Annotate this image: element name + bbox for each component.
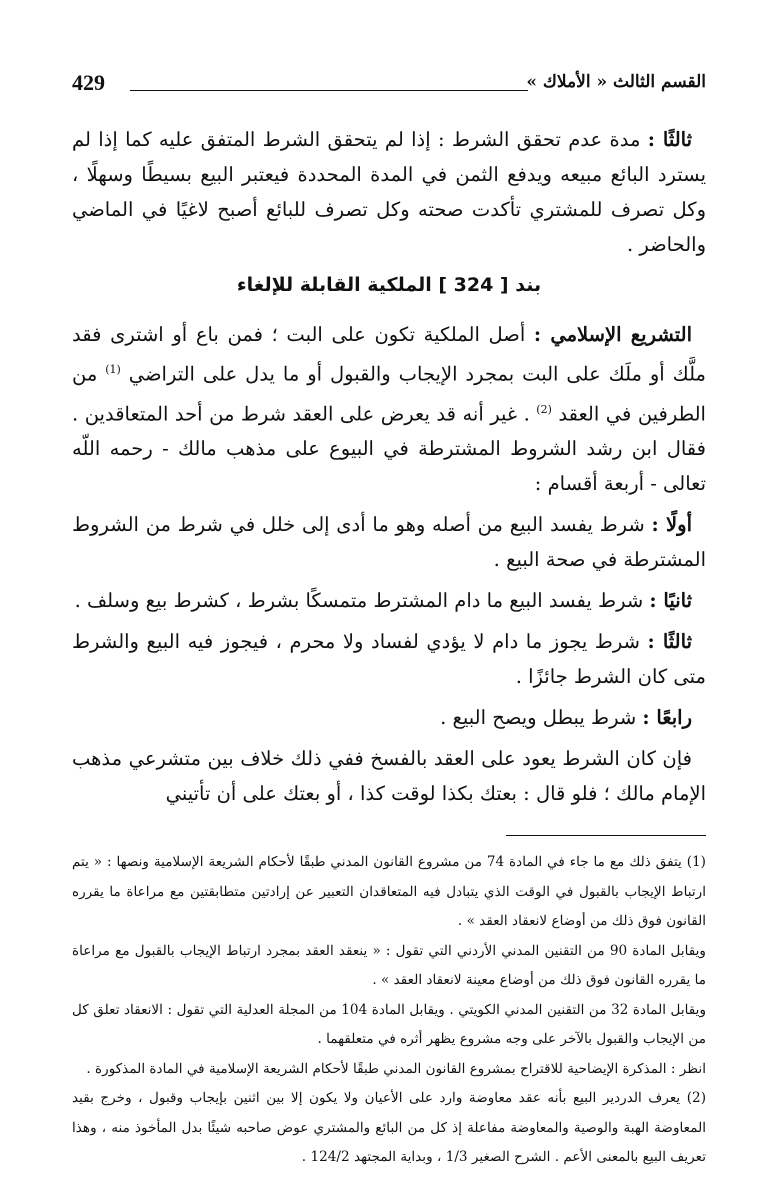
footnote-ref-1: (1) — [105, 363, 121, 376]
running-header — [72, 70, 706, 110]
book-page — [72, 70, 706, 1173]
footnote-1: (1) يتفق ذلك مع ما جاء في المادة 74 من مشروع القانون المدني طبقًا لأحكام الشريعة الإسلامية ونصها : « يتم ارتباط الإيجاب بالقبول في الوقت الذي يتبادل فيه المتعاقدان التعبير عن إرادتين متطابقتين مع مراعاة ما يقرره القانون فوق ذلك من أوضاع لانعقاد العقد » . — [72, 854, 706, 929]
header-title: القسم الثالث « الأملاك » — [526, 72, 706, 92]
footnote-1-see-also: انظر : المذكرة الإيضاحية للاقتراح بمشروع القانون المدني طبقًا لأحكام الشريعة الإسلامية في المادة المذكورة . — [86, 1060, 706, 1077]
page-number: 429 — [72, 70, 105, 95]
paragraph-1 — [72, 122, 706, 262]
paragraph-4-text: شرط يفسد البيع ما دام المشترط متمسكًا بشرط ، كشرط بيع وسلف . — [74, 589, 644, 612]
paragraph-2-text-b: من الطرفين في العقد — [72, 362, 706, 425]
paragraph-7-text: فإن كان الشرط يعود على العقد بالفسخ ففي ذلك خلاف بين متشرعي مذهب الإمام مالك ؛ فلو قال : بعتك بكذا لوقت كذا ، أو بعتك على أن تأتيني — [72, 747, 706, 805]
paragraph-2-text-c: . غير أنه قد يعرض على العقد شرط من أحد المتعاقدين . فقال ابن رشد الشروط المشترطة في البيوع على مذهب مالك - رحمه اللّه تعالى - أربعة أقسام : — [72, 402, 706, 495]
paragraph-6 — [72, 700, 706, 735]
paragraph-4-lead: ثانيًا : — [649, 589, 692, 612]
footnote-1-kuwait: ويقابل المادة 32 من التقنين المدني الكويتي . ويقابل المادة 104 من المجلة العدلية التي تقول : الانعقاد تعلق كل من الإيجاب والقبول بالآخر على وجه مشروع يظهر أثره في متعلقهما . — [72, 1001, 707, 1047]
paragraph-2-text-a: أصل الملكية تكون على البت ؛ فمن باع أو اشترى فقد ملَّك أو ملَك على البت بمجرد الإيجاب والقبول أو ما يدل على التراضي — [72, 323, 706, 386]
main-text — [72, 122, 706, 811]
paragraph-6-lead: رابعًا : — [642, 706, 692, 729]
paragraph-2 — [72, 317, 706, 501]
paragraph-1-text: مدة عدم تحقق الشرط : إذا لم يتحقق الشرط المتفق عليه كما إذا لم يسترد البائع مبيعه ويدفع الثمن في المدة المحددة فيعتبر البيع بسيطًا وسهلًا ، وكل تصرف للمشتري تأكدت صحته وكل تصرف للبائع أصبح لاغيًا في الماضي والحاضر . — [72, 128, 706, 256]
paragraph-7 — [72, 741, 706, 811]
section-title: بند [ 324 ] الملكية القابلة للإلغاء — [236, 274, 542, 296]
paragraph-3 — [72, 507, 706, 577]
paragraph-5-text: شرط يجوز ما دام لا يؤدي لفساد ولا محرم ، فيجوز فيه البيع والشرط متى كان الشرط جائزًا . — [72, 630, 706, 688]
paragraph-3-lead: أولًا : — [651, 513, 692, 536]
paragraph-5-lead: ثالثًا : — [647, 630, 692, 653]
footnotes — [72, 848, 706, 1173]
header-rule — [130, 90, 528, 91]
footnote-2: (2) يعرف الدردير البيع بأنه عقد معاوضة وارد على الأعيان ولا يكون إلا بين اثنين بإيجاب وقبول ، وخرج بقيد المعاوضة الهبة والوصية والمعاوضة مفاعلة إذ كل من البائع والمشتري عوض صاحبه شيئًا بدل المأخوذ منه ، وهذا تعريف البيع بالمعنى الأعم . الشرح الصغير 1/3 ، وبداية المجتهد 124/2 . — [72, 1090, 706, 1165]
paragraph-6-text: شرط يبطل ويصح البيع . — [440, 706, 637, 729]
footnote-separator — [506, 835, 706, 836]
paragraph-4 — [72, 583, 706, 618]
footnote-1-jordan: ويقابل المادة 90 من التقنين المدني الأردني التي تقول : « ينعقد العقد بمجرد ارتباط الإيجاب بالقبول مع مراعاة ما يقرره القانون فوق ذلك من أوضاع معينة لانعقاد العقد » . — [72, 942, 706, 988]
paragraph-1-lead: ثالثًا : — [647, 128, 693, 151]
footnote-ref-2: (2) — [536, 402, 552, 416]
paragraph-3-text: شرط يفسد البيع من أصله وهو ما أدى إلى خلل في شرط من الشروط المشترطة في صحة البيع . — [72, 513, 706, 571]
paragraph-5 — [72, 624, 706, 694]
paragraph-2-lead: التشريع الإسلامي : — [533, 323, 693, 346]
